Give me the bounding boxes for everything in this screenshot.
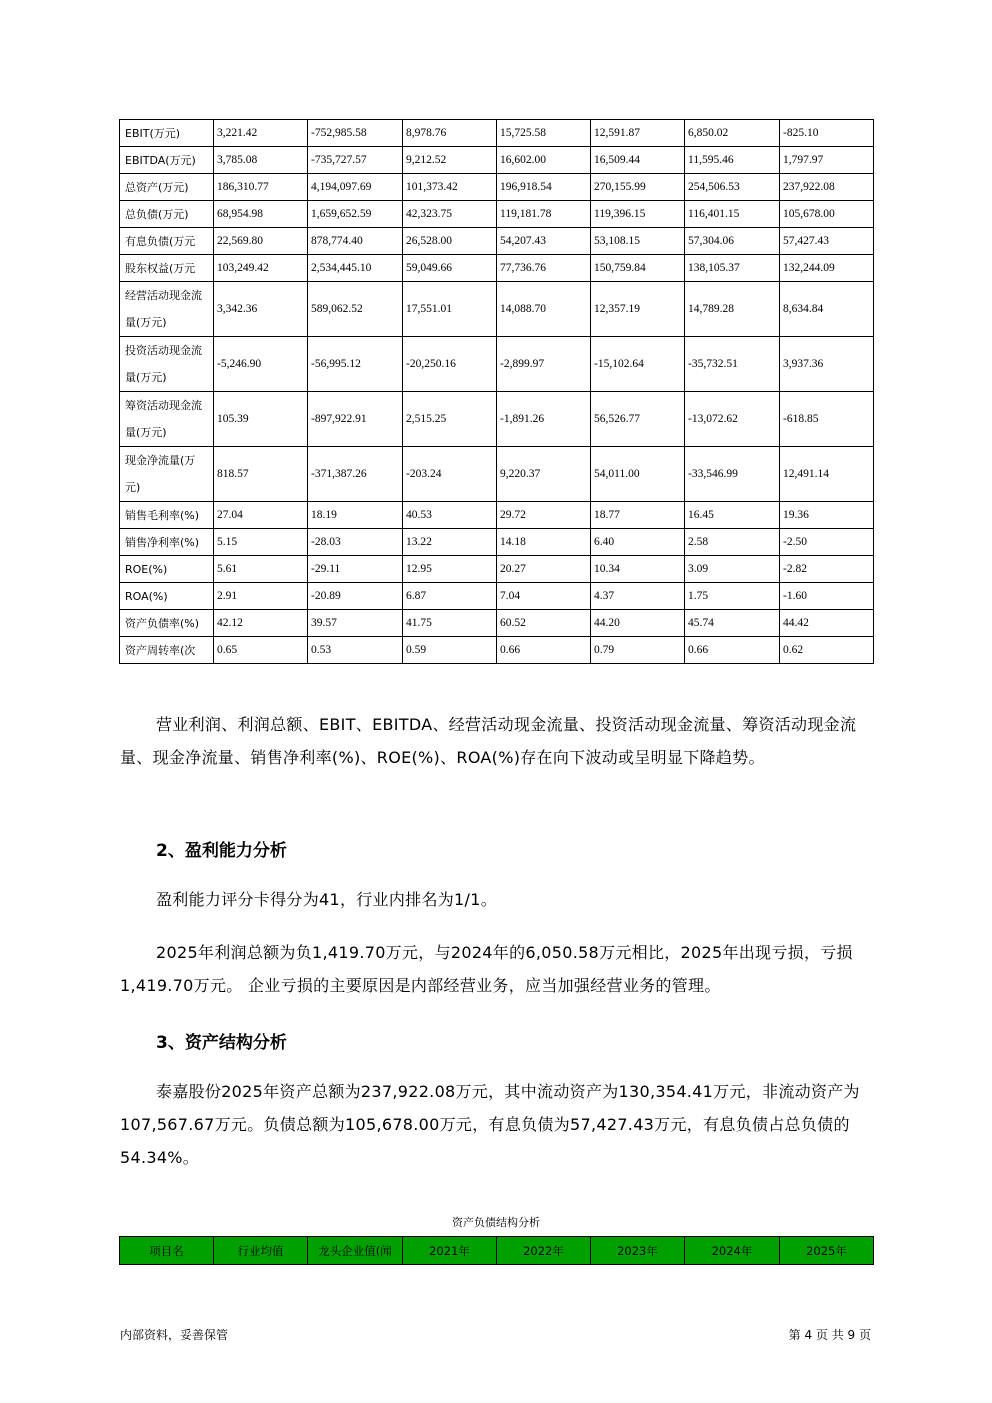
table-cell: -1,891.26 (497, 392, 591, 447)
table-cell: 0.53 (308, 637, 403, 664)
table-cell: 11,595.46 (685, 147, 780, 174)
table-cell: 8,634.84 (780, 282, 874, 337)
table-cell: 9,220.37 (497, 447, 591, 502)
table-cell: 4.37 (591, 583, 685, 610)
table-cell: -371,387.26 (308, 447, 403, 502)
header-cell: 2022年 (497, 1237, 591, 1265)
table-cell: 6.40 (591, 529, 685, 556)
row-label: 投资活动现金流量(万元) (120, 337, 214, 392)
table-row (120, 392, 874, 447)
row-label: 筹资活动现金流量(万元) (120, 392, 214, 447)
table-cell: 878,774.40 (308, 228, 403, 255)
table-row (120, 556, 874, 583)
table-cell: -2,899.97 (497, 337, 591, 392)
table-cell: 3,937.36 (780, 337, 874, 392)
table-cell: 3,785.08 (214, 147, 308, 174)
row-label: 资产周转率(次 (120, 637, 214, 664)
table-cell: 116,401.15 (685, 201, 780, 228)
table-cell: 818.57 (214, 447, 308, 502)
table-cell: 10.34 (591, 556, 685, 583)
table-row (120, 174, 874, 201)
table-cell: 1,659,652.59 (308, 201, 403, 228)
table-cell: 18.19 (308, 502, 403, 529)
table-cell: 254,506.53 (685, 174, 780, 201)
table-cell: 41.75 (403, 610, 497, 637)
table-cell: -56,995.12 (308, 337, 403, 392)
table-cell: 77,736.76 (497, 255, 591, 282)
table-cell: 103,249.42 (214, 255, 308, 282)
table-cell: -15,102.64 (591, 337, 685, 392)
table-cell: 5.61 (214, 556, 308, 583)
table-cell: -735,727.57 (308, 147, 403, 174)
table-cell: 16.45 (685, 502, 780, 529)
profitability-score-paragraph: 盈利能力评分卡得分为41，行业内排名为1/1。 (156, 890, 498, 909)
table-cell: 57,304.06 (685, 228, 780, 255)
table-cell: 7.04 (497, 583, 591, 610)
header-cell: 2025年 (780, 1237, 874, 1265)
table-row (120, 255, 874, 282)
table-cell: -1.60 (780, 583, 874, 610)
table-cell: 101,373.42 (403, 174, 497, 201)
table-row (120, 337, 874, 392)
table-cell: -618.85 (780, 392, 874, 447)
table-cell: 44.42 (780, 610, 874, 637)
table-row (120, 147, 874, 174)
table-cell: -35,732.51 (685, 337, 780, 392)
table-cell: 12,491.14 (780, 447, 874, 502)
table-cell: -2.82 (780, 556, 874, 583)
table-cell: 2,515.25 (403, 392, 497, 447)
table-cell: 0.59 (403, 637, 497, 664)
row-label: 现金净流量(万元) (120, 447, 214, 502)
row-label: ROE(%) (120, 556, 214, 583)
header-cell: 2021年 (403, 1237, 497, 1265)
table-cell: 3,342.36 (214, 282, 308, 337)
table-cell: 105,678.00 (780, 201, 874, 228)
row-label: 经营活动现金流量(万元) (120, 282, 214, 337)
table-row (120, 610, 874, 637)
asset-liability-table-header (119, 1236, 874, 1265)
table-cell: 105.39 (214, 392, 308, 447)
table-cell: 138,105.37 (685, 255, 780, 282)
table-cell: 4,194,097.69 (308, 174, 403, 201)
table-cell: 45.74 (685, 610, 780, 637)
table-cell: 5.15 (214, 529, 308, 556)
table-cell: 17,551.01 (403, 282, 497, 337)
table-cell: -2.50 (780, 529, 874, 556)
table-cell: 18.77 (591, 502, 685, 529)
financial-indicators-table (119, 119, 874, 664)
table-cell: -825.10 (780, 120, 874, 147)
header-cell: 2023年 (591, 1237, 685, 1265)
table-cell: 150,759.84 (591, 255, 685, 282)
table-cell: 54,011.00 (591, 447, 685, 502)
table-cell: -752,985.58 (308, 120, 403, 147)
table-cell: 29.72 (497, 502, 591, 529)
table-cell: 119,396.15 (591, 201, 685, 228)
table-cell: 0.66 (497, 637, 591, 664)
table-row (120, 529, 874, 556)
header-cell: 2024年 (685, 1237, 780, 1265)
section-heading-asset-structure: 3、资产结构分析 (156, 1033, 287, 1053)
header-cell: 行业均值 (214, 1237, 308, 1265)
table-cell: 0.62 (780, 637, 874, 664)
table-row (120, 447, 874, 502)
table-cell: 132,244.09 (780, 255, 874, 282)
section-heading-profitability: 2、盈利能力分析 (156, 841, 287, 861)
row-label: 销售净利率(%) (120, 529, 214, 556)
table-cell: 22,569.80 (214, 228, 308, 255)
table-row (120, 282, 874, 337)
trend-paragraph: 营业利润、利润总额、EBIT、EBITDA、经营活动现金流量、投资活动现金流量、筹资活动现金流量、现金净流量、销售净利率(%)、ROE(%)、ROA(%)存在向下波动或呈明显下降趋势。 (120, 715, 857, 767)
table-cell: 42.12 (214, 610, 308, 637)
footer-confidential: 内部资料，妥善保管 (120, 1328, 229, 1342)
table-cell: 196,918.54 (497, 174, 591, 201)
table-cell: 15,725.58 (497, 120, 591, 147)
row-label: 总资产(万元) (120, 174, 214, 201)
table-cell: 270,155.99 (591, 174, 685, 201)
row-label: EBITDA(万元) (120, 147, 214, 174)
table-cell: 6,850.02 (685, 120, 780, 147)
table-cell: 59,049.66 (403, 255, 497, 282)
table-row (120, 228, 874, 255)
table-cell: 237,922.08 (780, 174, 874, 201)
table-cell: 119,181.78 (497, 201, 591, 228)
row-label: EBIT(万元) (120, 120, 214, 147)
table-cell: 39.57 (308, 610, 403, 637)
table-row (120, 120, 874, 147)
table-cell: 0.65 (214, 637, 308, 664)
table-cell: 2.58 (685, 529, 780, 556)
table-cell: 14,789.28 (685, 282, 780, 337)
table-cell: 12,591.87 (591, 120, 685, 147)
table-row (120, 201, 874, 228)
row-label: 股东权益(万元 (120, 255, 214, 282)
table-cell: 20.27 (497, 556, 591, 583)
table-cell: -33,546.99 (685, 447, 780, 502)
table-cell: 14,088.70 (497, 282, 591, 337)
row-label: 有息负债(万元 (120, 228, 214, 255)
table-cell: 57,427.43 (780, 228, 874, 255)
table-cell: 14.18 (497, 529, 591, 556)
row-label: 销售毛利率(%) (120, 502, 214, 529)
table-cell: -203.24 (403, 447, 497, 502)
table-cell: 40.53 (403, 502, 497, 529)
table-cell: 0.66 (685, 637, 780, 664)
table-cell: 2.91 (214, 583, 308, 610)
table-cell: 3,221.42 (214, 120, 308, 147)
table-caption: 资产负债结构分析 (452, 1216, 540, 1229)
profit-loss-paragraph: 2025年利润总额为负1,419.70万元，与2024年的6,050.58万元相比，2025年出现亏损，亏损1,419.70万元。 企业亏损的主要原因是内部经营业务，应当加强经营业务的管理。 (120, 943, 853, 995)
table-cell: 2,534,445.10 (308, 255, 403, 282)
table-cell: 8,978.76 (403, 120, 497, 147)
table-cell: 19.36 (780, 502, 874, 529)
table-cell: 16,509.44 (591, 147, 685, 174)
table-cell: -5,246.90 (214, 337, 308, 392)
header-row (120, 1237, 874, 1265)
header-cell: 项目名 (120, 1237, 214, 1265)
table-cell: 3.09 (685, 556, 780, 583)
table-cell: 6.87 (403, 583, 497, 610)
table-cell: -897,922.91 (308, 392, 403, 447)
table-cell: 26,528.00 (403, 228, 497, 255)
table-cell: 9,212.52 (403, 147, 497, 174)
table-cell: 56,526.77 (591, 392, 685, 447)
table-cell: 60.52 (497, 610, 591, 637)
header-cell: 龙头企业值(闻 (308, 1237, 403, 1265)
asset-structure-paragraph: 泰嘉股份2025年资产总额为237,922.08万元，其中流动资产为130,354.41万元，非流动资产为107,567.67万元。负债总额为105,678.00万元，有息负债为57,427.43万元，有息负债占总负债的54.34%。 (120, 1082, 860, 1167)
table-cell: 1,797.97 (780, 147, 874, 174)
table-cell: 44.20 (591, 610, 685, 637)
table-cell: 68,954.98 (214, 201, 308, 228)
table-cell: -13,072.62 (685, 392, 780, 447)
row-label: ROA(%) (120, 583, 214, 610)
table-row (120, 502, 874, 529)
table-cell: 53,108.15 (591, 228, 685, 255)
table-cell: 16,602.00 (497, 147, 591, 174)
table-cell: -29.11 (308, 556, 403, 583)
table-row (120, 583, 874, 610)
table-cell: -28.03 (308, 529, 403, 556)
row-label: 资产负债率(%) (120, 610, 214, 637)
table-cell: 27.04 (214, 502, 308, 529)
table-cell: 589,062.52 (308, 282, 403, 337)
footer-page-number: 第 4 页 共 9 页 (788, 1328, 871, 1342)
table-cell: 186,310.77 (214, 174, 308, 201)
table-cell: -20,250.16 (403, 337, 497, 392)
row-label: 总负债(万元) (120, 201, 214, 228)
table-cell: 42,323.75 (403, 201, 497, 228)
table-cell: 13.22 (403, 529, 497, 556)
table-cell: 12.95 (403, 556, 497, 583)
table-row (120, 637, 874, 664)
table-cell: 0.79 (591, 637, 685, 664)
table-cell: -20.89 (308, 583, 403, 610)
table-cell: 1.75 (685, 583, 780, 610)
table-cell: 54,207.43 (497, 228, 591, 255)
table-cell: 12,357.19 (591, 282, 685, 337)
